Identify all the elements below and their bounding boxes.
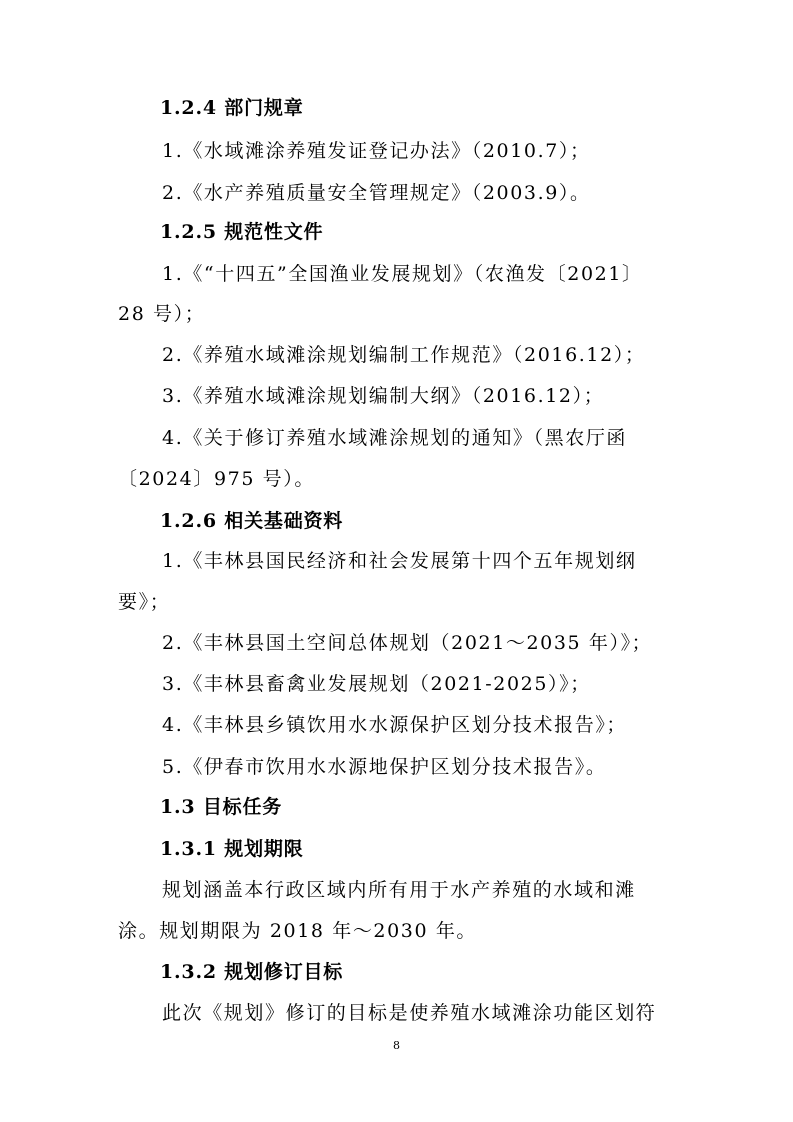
heading-1-3: 1.3 目标任务: [160, 796, 283, 818]
paragraph-line: 涂。规划期限为 2018 年～2030 年。: [118, 920, 478, 942]
paragraph-line: 5.《伊春市饮用水水源地保护区划分技术报告》。: [162, 756, 607, 778]
paragraph-line: 2.《养殖水域滩涂规划编制工作规范》（2016.12）；: [162, 344, 646, 366]
heading-1-2-6: 1.2.6 相关基础资料: [160, 510, 344, 532]
paragraph-line: 此次《规划》修订的目标是使养殖水域滩涂功能区划符: [162, 1002, 657, 1024]
page-number: 8: [393, 1039, 400, 1052]
paragraph-line: 1.《丰林县国民经济和社会发展第十四个五年规划纲: [162, 550, 637, 572]
heading-1-3-2: 1.3.2 规划修订目标: [160, 961, 344, 983]
paragraph-line: 3.《丰林县畜禽业发展规划（2021-2025）》；: [162, 673, 591, 695]
paragraph-line: 2.《水产养殖质量安全管理规定》（2003.9）。: [162, 182, 591, 204]
heading-1-2-5: 1.2.5 规范性文件: [160, 221, 324, 243]
paragraph-line: 28 号）；: [118, 303, 206, 325]
heading-1-3-1: 1.3.1 规划期限: [160, 838, 304, 860]
paragraph-line: 3.《养殖水域滩涂规划编制大纲》（2016.12）；: [162, 385, 605, 407]
paragraph-line: 1.《“十四五”全国渔业发展规划》（农渔发〔2021〕: [162, 263, 643, 285]
paragraph-line: 1.《水域滩涂养殖发证登记办法》（2010.7）；: [162, 140, 591, 162]
paragraph-line: 要》；: [118, 591, 171, 613]
paragraph-line: 2.《丰林县国土空间总体规划（2021～2035 年）》；: [162, 632, 653, 654]
paragraph-line: 〔2024〕975 号）。: [118, 468, 315, 490]
heading-1-2-4: 1.2.4 部门规章: [160, 97, 304, 119]
paragraph-line: 4.《丰林县乡镇饮用水水源保护区划分技术报告》；: [162, 714, 628, 736]
paragraph-line: 4.《关于修订养殖水域滩涂规划的通知》（黑农厅函: [162, 427, 628, 449]
paragraph-line: 规划涵盖本行政区域内所有用于水产养殖的水域和滩: [162, 879, 636, 901]
